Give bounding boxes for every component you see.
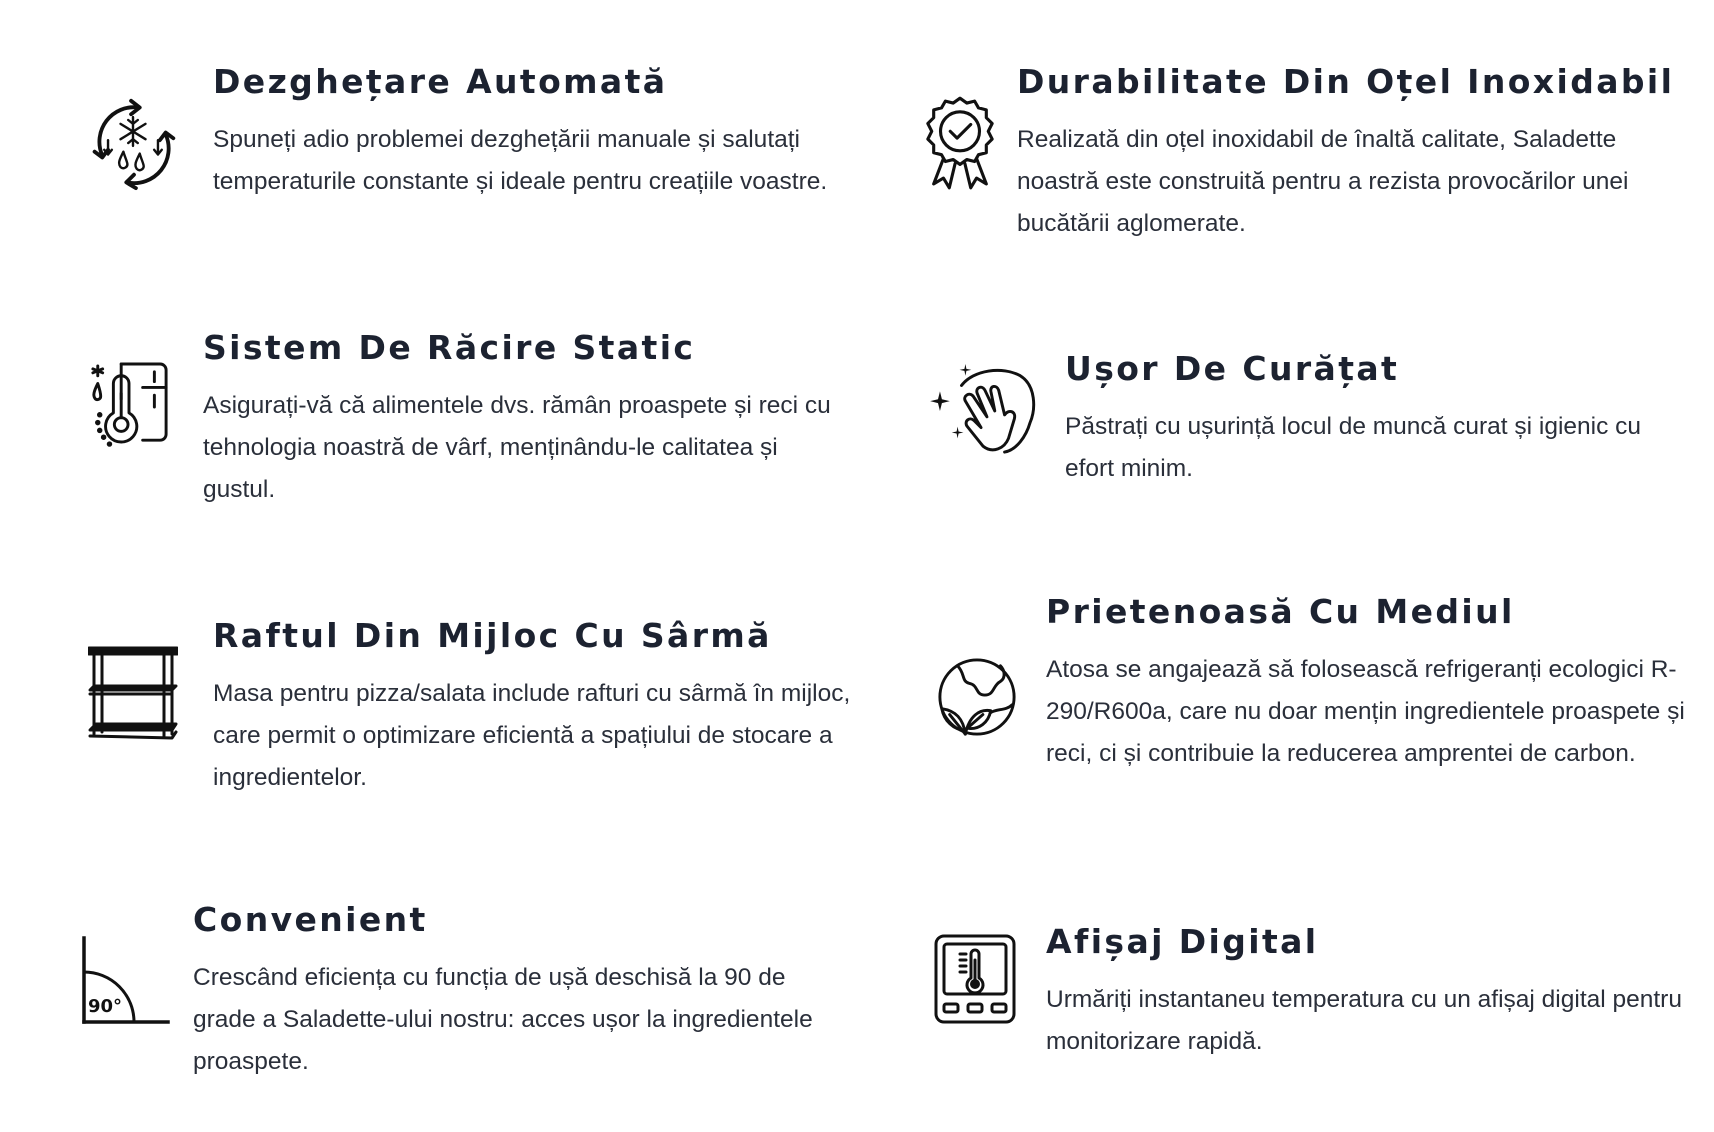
feature-description: Realizată din oțel inoxidabil de înaltă calitate, Saladette noastră este construită pentru a rezista provocărilor unei bucătării aglomerate. xyxy=(1017,126,1629,237)
feature-title: Raftul Din Mijloc Cu Sârmă xyxy=(213,616,772,655)
wire-shelf-icon xyxy=(88,644,178,744)
eco-globe-icon xyxy=(936,656,1018,738)
feature-title: Dezghețare Automată xyxy=(213,62,668,101)
fridge-thermometer-icon xyxy=(88,360,170,452)
digital-display-icon xyxy=(934,934,1016,1024)
door-90-degree-icon xyxy=(80,936,170,1026)
door-90-label: 90° xyxy=(88,996,123,1017)
feature-description: Spuneți adio problemei dezghețării manuale și salutați temperaturile constante și ideale pentru creațiile voastre. xyxy=(213,126,828,195)
feature-title: Prietenoasă Cu Mediul xyxy=(1046,592,1515,631)
feature-description: Crescând eficiența cu funcția de ușă deschisă la 90 de grade a Saladette-ului nostru: acces ușor la ingredientele proaspete. xyxy=(193,964,813,1075)
feature-description: Atosa se angajează să folosească refrigeranți ecologici R-290/R600a, care nu doar mențin ingredientele proaspete și reci, ci și contribuie la reducerea amprentei de carbon. xyxy=(1046,656,1685,767)
feature-description: Urmăriți instantaneu temperatura cu un afișaj digital pentru monitorizare rapidă. xyxy=(1046,986,1682,1055)
feature-description: Păstrați cu ușurință locul de muncă curat și igienic cu efort minim. xyxy=(1065,413,1642,482)
feature-description: Asigurați-vă că alimentele dvs. rămân proaspete și reci cu tehnologia noastră de vârf, menținându-le calitatea și gustul. xyxy=(203,392,831,503)
feature-title: Ușor De Curățat xyxy=(1065,349,1400,388)
feature-title: Sistem De Răcire Static xyxy=(203,328,696,367)
feature-description: Masa pentru pizza/salata include rafturi cu sârmă în mijloc, care permit o optimizare eficientă a spațiului de stocare a ingredientelor. xyxy=(213,680,851,791)
feature-title: Afișaj Digital xyxy=(1046,922,1319,961)
quality-badge-icon xyxy=(922,94,998,192)
cleaning-hand-icon xyxy=(930,362,1040,456)
feature-title: Convenient xyxy=(193,900,428,939)
feature-title: Durabilitate Din Oțel Inoxidabil xyxy=(1017,62,1675,101)
auto-defrost-icon xyxy=(84,96,182,192)
